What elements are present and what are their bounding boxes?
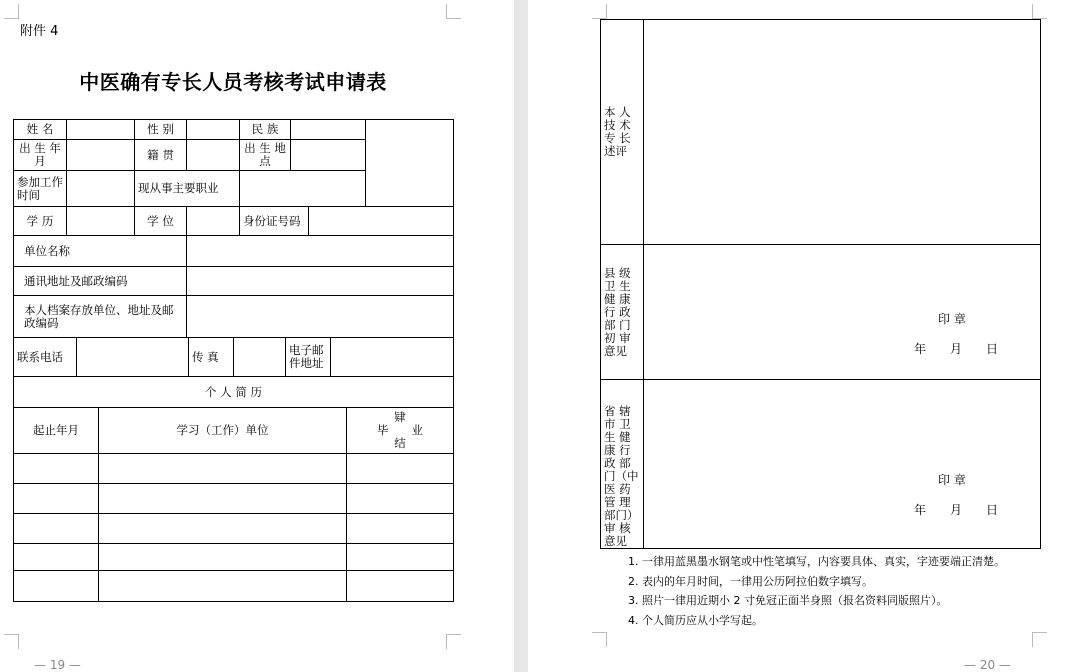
resume-cell[interactable] bbox=[347, 514, 454, 544]
page-19 bbox=[0, 0, 514, 672]
county-review-field[interactable] bbox=[644, 245, 1041, 380]
resume-table bbox=[13, 376, 454, 602]
resume-cell[interactable] bbox=[99, 571, 347, 602]
native-place-label: 籍 贯 bbox=[135, 140, 187, 171]
resume-cell[interactable] bbox=[347, 454, 454, 484]
fax-label: 传 真 bbox=[189, 338, 234, 377]
ethnicity-field[interactable] bbox=[291, 120, 366, 140]
note-item: 3. 照片一律用近期小 2 寸免冠正面半身照（报名资料同版照片）。 bbox=[628, 594, 948, 607]
crop-mark bbox=[446, 4, 461, 19]
education-table bbox=[13, 206, 454, 236]
degree-label: 学 位 bbox=[135, 207, 187, 236]
county-review-label: 县 级 卫 生 健 康 行 政 部 门 初 审 意见 bbox=[601, 245, 644, 380]
photo-box[interactable] bbox=[366, 120, 454, 207]
ethnicity-label: 民 族 bbox=[240, 120, 291, 140]
crop-mark bbox=[592, 4, 607, 19]
resume-cell[interactable] bbox=[14, 514, 99, 544]
unit-name-label: 单位名称 bbox=[14, 236, 187, 267]
skills-field[interactable] bbox=[644, 20, 1041, 245]
county-seal-text: 印 章 bbox=[938, 312, 966, 326]
id-number-field[interactable] bbox=[309, 207, 454, 236]
birthplace-label: 出 生 地 点 bbox=[240, 140, 291, 171]
crop-mark bbox=[1032, 632, 1047, 647]
resume-cell[interactable] bbox=[99, 514, 347, 544]
resume-cell[interactable] bbox=[347, 544, 454, 571]
note-item: 1. 一律用蓝黑墨水钢笔或中性笔填写，内容要具体、真实，字迹要端正清楚。 bbox=[628, 555, 1005, 568]
gender-field[interactable] bbox=[187, 120, 240, 140]
resume-cell[interactable] bbox=[99, 484, 347, 514]
attachment-label: 附件 4 bbox=[20, 24, 59, 39]
resume-cell[interactable] bbox=[14, 544, 99, 571]
crop-mark bbox=[592, 632, 607, 647]
degree-field[interactable] bbox=[187, 207, 240, 236]
work-start-label: 参加工作时间 bbox=[14, 171, 67, 207]
resume-col-unit: 学习（工作）单位 bbox=[99, 408, 347, 454]
note-item: 2. 表内的年月时间，一律用公历阿拉伯数字填写。 bbox=[628, 574, 873, 588]
birth-date-label: 出 生 年 月 bbox=[14, 140, 67, 171]
occupation-field[interactable] bbox=[240, 171, 366, 207]
crop-mark bbox=[4, 634, 19, 649]
phone-label: 联系电话 bbox=[14, 338, 77, 377]
address-label: 通讯地址及邮政编码 bbox=[14, 267, 187, 296]
archive-label: 本人档案存放单位、地址及邮政编码 bbox=[14, 296, 187, 338]
resume-cell[interactable] bbox=[99, 544, 347, 571]
resume-col-cert-top: 肄 bbox=[394, 410, 406, 424]
skills-label: 本 人 技 术 专 长 述评 bbox=[601, 20, 644, 245]
page-number: — 19 — bbox=[34, 658, 81, 672]
note-item: 4. 个人简历应从小学写起。 bbox=[628, 613, 763, 627]
crop-mark bbox=[1032, 4, 1047, 19]
resume-cell[interactable] bbox=[14, 484, 99, 514]
resume-cell[interactable] bbox=[14, 571, 99, 602]
province-review-label: 省 辖 市 卫 生 健 康 行 政 部 门（中 医 药 管 理 部门）审 核 意见 bbox=[601, 380, 644, 549]
fax-field[interactable] bbox=[234, 338, 286, 377]
email-label: 电子邮件地址 bbox=[286, 338, 331, 377]
education-label: 学 历 bbox=[14, 207, 67, 236]
form-title: 中医确有专长人员考核考试申请表 bbox=[79, 70, 387, 94]
phone-field[interactable] bbox=[77, 338, 189, 377]
resume-cell[interactable] bbox=[14, 454, 99, 484]
native-place-field[interactable] bbox=[187, 140, 240, 171]
unit-name-field[interactable] bbox=[187, 236, 454, 267]
education-field[interactable] bbox=[67, 207, 135, 236]
crop-mark bbox=[446, 634, 461, 649]
notes bbox=[628, 552, 1005, 630]
name-field[interactable] bbox=[67, 120, 135, 140]
resume-cell[interactable] bbox=[347, 484, 454, 514]
province-review-field[interactable] bbox=[644, 380, 1041, 549]
resume-col-cert bbox=[347, 408, 454, 454]
address-field[interactable] bbox=[187, 267, 454, 296]
birthplace-field[interactable] bbox=[291, 140, 366, 171]
page-number: — 20 — bbox=[964, 658, 1011, 672]
contact-table bbox=[13, 337, 454, 377]
archive-field[interactable] bbox=[187, 296, 454, 338]
province-seal-text: 印 章 bbox=[938, 473, 966, 487]
county-date-text: 年 月 日 bbox=[914, 342, 999, 356]
birth-date-field[interactable] bbox=[67, 140, 135, 171]
resume-header: 个 人 简 历 bbox=[14, 377, 454, 408]
occupation-label: 现从事主要职业 bbox=[135, 171, 240, 207]
gender-label: 性 别 bbox=[135, 120, 187, 140]
name-label: 姓 名 bbox=[14, 120, 67, 140]
review-table bbox=[600, 19, 1041, 549]
crop-mark bbox=[4, 4, 19, 19]
email-field[interactable] bbox=[331, 338, 454, 377]
address-table bbox=[13, 235, 454, 338]
work-start-field[interactable] bbox=[67, 171, 135, 207]
basic-info-table bbox=[13, 119, 454, 207]
id-number-label: 身份证号码 bbox=[240, 207, 309, 236]
resume-cell[interactable] bbox=[347, 571, 454, 602]
resume-col-cert-bottom: 毕 业 结 bbox=[377, 423, 424, 450]
resume-cell[interactable] bbox=[99, 454, 347, 484]
page-20 bbox=[528, 0, 1080, 672]
resume-col-period: 起止年月 bbox=[14, 408, 99, 454]
province-date-text: 年 月 日 bbox=[914, 503, 999, 517]
